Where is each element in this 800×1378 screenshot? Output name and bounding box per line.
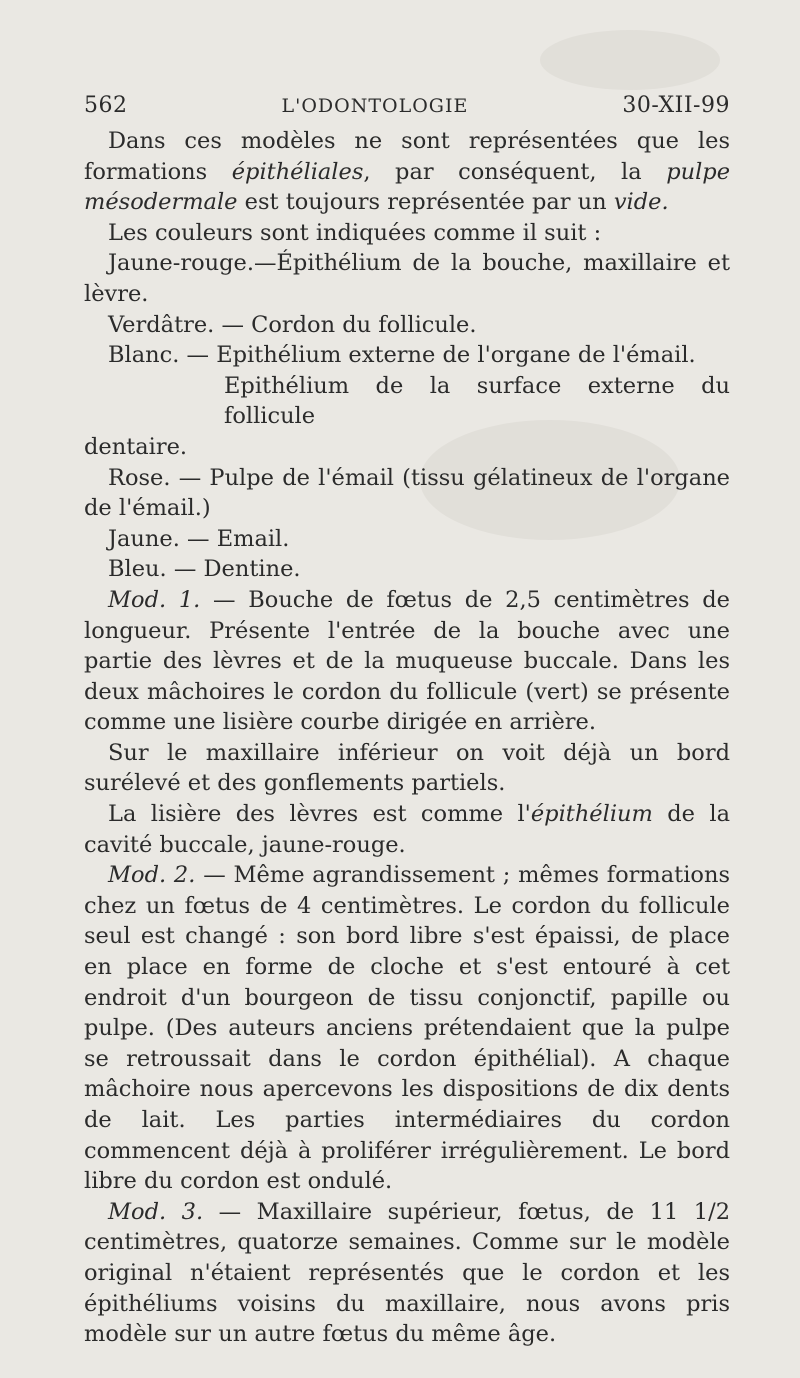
paragraph	[84, 310, 730, 341]
italic-text: vide.	[613, 189, 669, 216]
text-run: Blanc. — Epithélium externe de l'organe de l'émail.	[108, 342, 696, 369]
paragraph	[84, 738, 730, 799]
text-run: Bleu. — Dentine.	[108, 556, 301, 583]
paragraph	[84, 585, 730, 738]
italic-text: Mod. 1.	[108, 586, 201, 613]
text-run: Jaune. — Email.	[108, 525, 290, 552]
paragraph	[84, 463, 730, 524]
text-run: — Même agrandissement ; mêmes formations chez un fœtus de 4 centimètres. Le cordon du follicule seul est changé : son bord libre s'est épaissi, de place en place en forme de cloche et s'est entouré à cet endroit d'un bourgeon de tissu conjonctif, papille ou pulpe. (Des auteurs anciens prétendaient que la pulpe se retroussait dans le cordon épithélial). A chaque mâchoire nous apercevons les dispositions de dix dents de lait. Les parties intermédiaires du cordon commencent déjà à proliférer irrégulièrement. Le bord libre du cordon est ondulé.	[84, 862, 730, 1195]
text-run: Epithélium de la surface externe du follicule	[224, 372, 730, 430]
text-run: La lisière des lèvres est comme l'	[108, 801, 531, 828]
italic-text: épithélium	[530, 801, 653, 828]
italic-text: Mod. 2.	[108, 862, 196, 889]
italic-text: Mod. 3.	[108, 1198, 204, 1225]
text-run: — Maxillaire supérieur, fœtus, de 11 1/2 centimètres, quatorze semaines. Comme sur le modèle original n'étaient représentés que le cordon et les épithéliums voisins du maxillaire, nous avons pris modèle sur un autre fœtus du même âge.	[84, 1198, 731, 1348]
body-text	[84, 126, 730, 1350]
text-run: Les couleurs sont indiquées comme il suit :	[108, 219, 602, 246]
text-run: Dans ces modèles ne sont représentées que les formations	[84, 128, 730, 185]
paragraph	[84, 371, 730, 432]
italic-text: épithéliales	[231, 158, 364, 185]
text-run: Jaune-rouge.—Épithélium de la bouche, maxillaire et lèvre.	[84, 250, 730, 307]
text-run: Verdâtre. — Cordon du follicule.	[108, 311, 477, 338]
paragraph	[84, 524, 730, 555]
paragraph	[84, 340, 730, 371]
text-run: , par conséquent, la	[363, 158, 667, 185]
paragraph	[84, 126, 730, 218]
text-run: est toujours représentée par un	[237, 189, 614, 216]
page-number: 562	[84, 93, 128, 118]
paragraph	[84, 248, 730, 309]
issue-date: 30-XII-99	[622, 93, 730, 118]
text-run: de la cavité buccale, jaune-rouge.	[84, 801, 730, 858]
paper-stain	[540, 30, 720, 90]
paragraph	[84, 218, 730, 249]
text-run: Rose. — Pulpe de l'émail (tissu gélatineux de l'organe de l'émail.)	[84, 464, 730, 522]
paragraph	[84, 799, 730, 860]
paragraph	[84, 554, 730, 585]
paragraph	[84, 432, 730, 463]
text-run: Sur le maxillaire inférieur on voit déjà un bord surélevé et des gonflements partiels.	[84, 739, 730, 797]
journal-title: L'ODONTOLOGIE	[281, 95, 469, 117]
paragraph	[84, 1197, 730, 1350]
running-header	[84, 93, 730, 118]
italic-text: pulpe mésodermale	[84, 158, 731, 216]
text-run: dentaire.	[84, 433, 188, 460]
paragraph	[84, 860, 730, 1197]
text-run: — Bouche de fœtus de 2,5 centimètres de longueur. Présente l'entrée de la bouche avec une partie des lèvres et de la muqueuse buccale. Dans les deux mâchoires le cordon du follicule (vert) se présente comme une lisière courbe dirigée en arrière.	[84, 586, 731, 736]
